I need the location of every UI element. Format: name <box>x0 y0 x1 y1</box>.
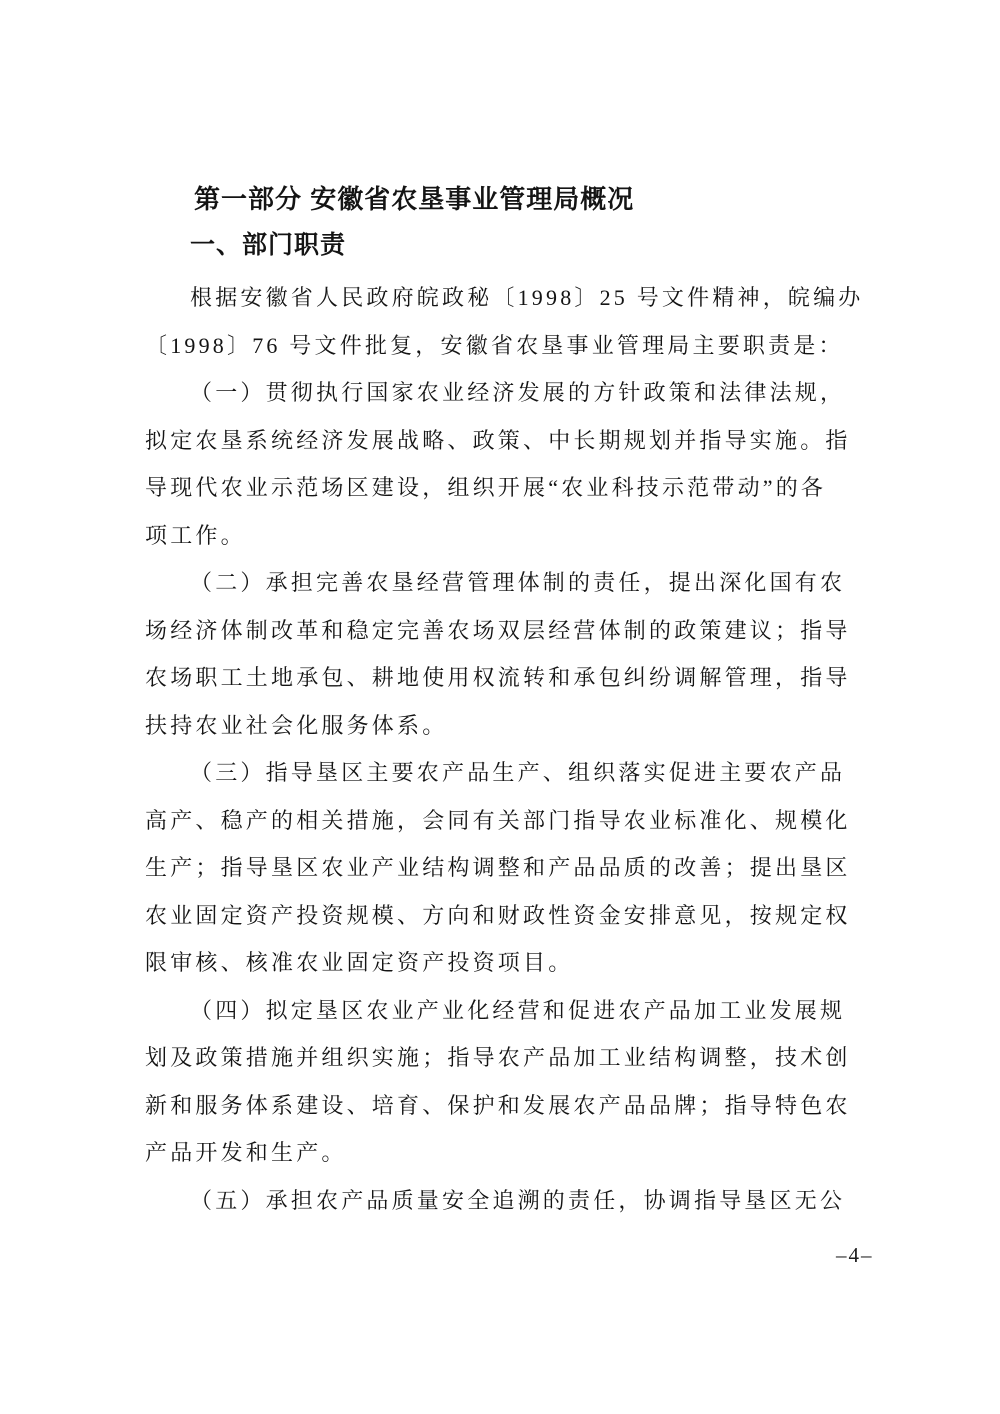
text-line: 根据安徽省人民政府皖政秘〔1998〕25 号文件精神，皖编办 <box>190 285 864 310</box>
paragraph <box>145 369 878 559</box>
text-line: （二）承担完善农垦经营管理体制的责任，提出深化国有农 <box>190 570 846 595</box>
paragraph <box>145 274 878 369</box>
text-line: 项工作。 <box>145 522 246 548</box>
paragraph <box>145 1177 878 1225</box>
text-line: 扶持农业社会化服务体系。 <box>145 712 448 738</box>
text-line: 拟定农垦系统经济发展战略、政策、中长期规划并指导实施。指 <box>145 427 851 453</box>
section-heading: 一、部门职责 <box>190 231 347 259</box>
document-body <box>145 274 878 1224</box>
text-line: 划及政策措施并组织实施；指导农产品加工业结构调整，技术创 <box>145 1045 851 1070</box>
text-line: 生产；指导垦区农业产业结构调整和产品品质的改善；提出垦区 <box>145 855 851 880</box>
document-content <box>145 176 878 1224</box>
text-line: （四）拟定垦区农业产业化经营和促进农产品加工业发展规 <box>190 997 846 1023</box>
text-line: 导现代农业示范场区建设，组织开展“农业科技示范带动”的各 <box>145 475 827 500</box>
text-line: 〔1998〕76 号文件批复，安徽省农垦事业管理局主要职责是： <box>145 332 844 358</box>
text-line: （一）贯彻执行国家农业经济发展的方针政策和法律法规， <box>190 380 846 405</box>
text-line: 限审核、核准农业固定资产投资项目。 <box>145 950 574 975</box>
text-line: 场经济体制改革和稳定完善农场双层经营体制的政策建议；指导 <box>145 617 851 643</box>
paragraph <box>145 987 878 1177</box>
paragraph <box>145 749 878 987</box>
text-line: （三）指导垦区主要农产品生产、组织落实促进主要农产品 <box>190 760 846 785</box>
page-number: –4– <box>836 1243 874 1267</box>
text-line: 农业固定资产投资规模、方向和财政性资金安排意见，按规定权 <box>145 902 851 928</box>
text-line: 高产、稳产的相关措施，会同有关部门指导农业标准化、规模化 <box>145 807 851 833</box>
text-line: 农场职工土地承包、耕地使用权流转和承包纠纷调解管理，指导 <box>145 665 851 690</box>
paragraph <box>145 559 878 749</box>
text-line: 产品开发和生产。 <box>145 1140 347 1165</box>
part-title: 第一部分 安徽省农垦事业管理局概况 <box>194 184 635 214</box>
text-line: （五）承担农产品质量安全追溯的责任，协调指导垦区无公 <box>190 1187 846 1213</box>
text-line: 新和服务体系建设、培育、保护和发展农产品品牌；指导特色农 <box>145 1092 851 1118</box>
